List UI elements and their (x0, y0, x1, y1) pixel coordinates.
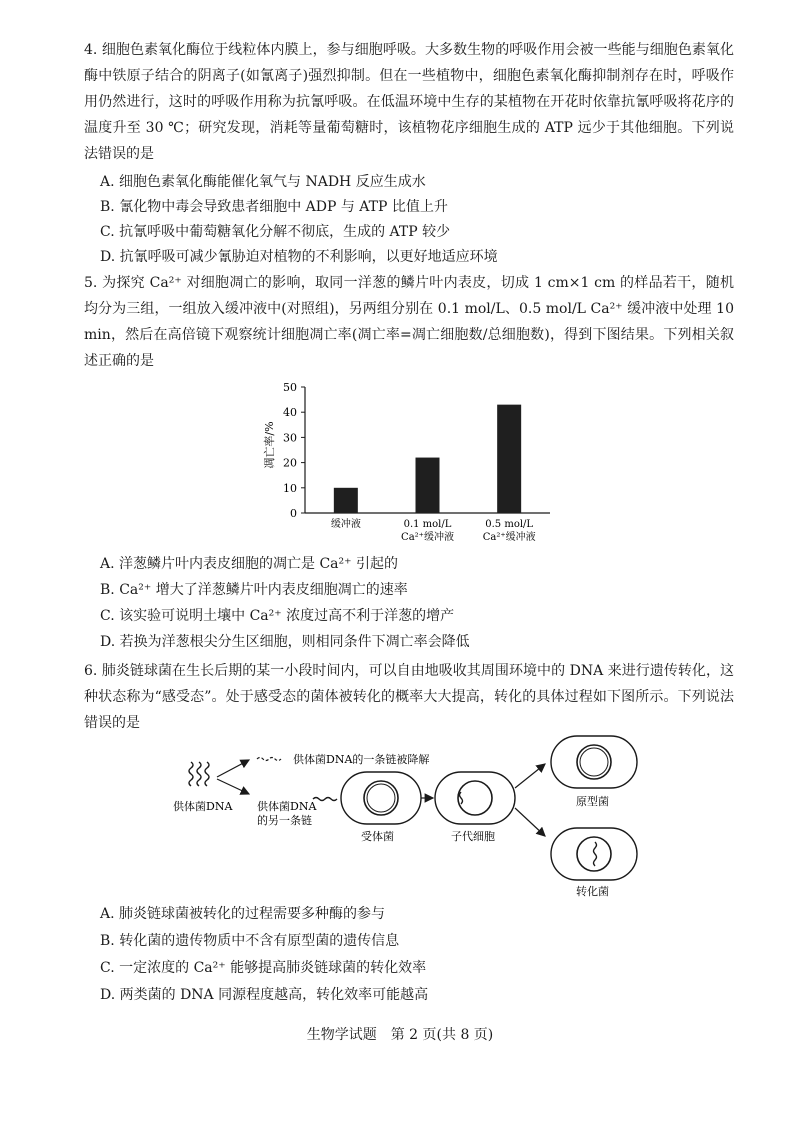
question-4-option-b: B. 氰化物中毒会导致患者细胞中 ADP 与 ATP 比值上升 (100, 199, 448, 215)
page-footer: 生物学试题 第 2 页(共 8 页) (306, 1027, 494, 1043)
x-category-label: 0.1 mol/L (403, 519, 452, 530)
recipient-bacterium (341, 772, 421, 824)
bar (416, 458, 440, 513)
arrow-to-single-strand (217, 779, 249, 794)
question-6-option-d: D. 两类菌的 DNA 同源程度越高，转化效率可能越高 (100, 987, 429, 1003)
question-5-option-a: A. 洋葱鳞片叶内表皮细胞的凋亡是 Ca²⁺ 引起的 (100, 556, 398, 572)
other-strand-label-2: 的另一条链 (257, 814, 312, 827)
question-5-stem: 5. 为探究 Ca²⁺ 对细胞凋亡的影响，取同一洋葱的鳞片叶内表皮，切成 1 cm×1 cm 的样品若干，随机均分为三组，一组放入缓冲液中(对照组)，另两组分别在 0.1 mol/L、0.5 mol/L Ca²⁺ 缓冲液中处理 10 min，然后在高倍镜下观察统计细胞凋亡率(凋亡率=凋亡细胞数/总细胞数)，得到下图结果。下列相关叙述正确的是 (84, 275, 734, 369)
bar (334, 488, 358, 513)
question-6-stem: 6. 肺炎链球菌在生长后期的某一小段时间内，可以自由地吸收其周围环境中的 DNA 来进行遗传转化，这种状态称为“感受态”。处于感受态的菌体被转化的概率大大提高，转化的具体过程如下图所示。下列说法错误的是 (84, 663, 734, 731)
y-tick-label: 40 (283, 406, 297, 420)
arrow-to-degraded (217, 760, 249, 777)
y-tick-label: 10 (283, 481, 297, 495)
transformed-bacterium (551, 828, 637, 880)
donor-dna-label: 供体菌DNA (173, 800, 233, 813)
degraded-strand-label: 供体菌DNA的一条链被降解 (293, 753, 430, 766)
y-tick-label: 20 (283, 456, 297, 470)
x-category-label: Ca²⁺缓冲液 (482, 532, 536, 543)
bar (497, 405, 521, 513)
question-4-option-c: C. 抗氰呼吸中葡萄糖氧化分解不彻底，生成的 ATP 较少 (100, 224, 451, 240)
arrow-to-transformed (515, 808, 545, 836)
question-4-option-d: D. 抗氰呼吸可减少氰胁迫对植物的不利影响，以更好地适应环境 (100, 249, 498, 265)
x-category-label: 0.5 mol/L (485, 519, 534, 530)
degraded-strand-icon (257, 758, 281, 761)
daughter-cell (435, 772, 515, 824)
y-tick-label: 30 (283, 431, 297, 445)
prototype-bacterium (551, 736, 637, 788)
donor-dna-icon (189, 762, 209, 786)
x-category-label: Ca²⁺缓冲液 (401, 532, 454, 543)
x-category-label: 缓冲液 (330, 519, 361, 530)
question-5-option-d: D. 若换为洋葱根尖分生区细胞，则相同条件下凋亡率会降低 (100, 634, 470, 650)
transformed-label: 转化菌 (576, 885, 609, 897)
question-5-option-c: C. 该实验可说明土壤中 Ca²⁺ 浓度过高不利于洋葱的增产 (100, 608, 455, 624)
question-4-stem: 4. 细胞色素氧化酶位于线粒体内膜上，参与细胞呼吸。大多数生物的呼吸作用会被一些能与细胞色素氧化酶中铁原子结合的阴离子(如氰离子)强烈抑制。但在一些植物中，细胞色素氧化酶抑制剂存在时，呼吸作用仍然进行，这时的呼吸作用称为抗氰呼吸。在低温环境中生存的某植物在开花时依靠抗氰呼吸将花序的温度升至 30 ℃；研究发现，消耗等量葡萄糖时，该植物花序细胞生成的 ATP 远少于其他细胞。下列说法错误的是 (84, 42, 734, 162)
arrow-to-prototype (515, 764, 545, 788)
question-4-option-a: A. 细胞色素氧化酶能催化氧气与 NADH 反应生成水 (100, 174, 426, 190)
single-strand-icon (313, 798, 337, 801)
question-6-option-c: C. 一定浓度的 Ca²⁺ 能够提高肺炎链球菌的转化效率 (100, 960, 427, 976)
y-tick-label: 0 (290, 507, 297, 520)
other-strand-label-1: 供体菌DNA (257, 800, 317, 813)
apoptosis-bar-chart (255, 375, 555, 550)
question-5-option-b: B. Ca²⁺ 增大了洋葱鳞片叶内表皮细胞凋亡的速率 (100, 582, 408, 598)
question-6-option-b: B. 转化菌的遗传物质中不含有原型菌的遗传信息 (100, 933, 400, 949)
y-axis-label: 凋亡率/% (263, 421, 276, 469)
daughter-label: 子代细胞 (451, 830, 495, 843)
transformation-diagram (165, 732, 645, 897)
prototype-label: 原型菌 (576, 795, 609, 808)
y-tick-label: 50 (283, 381, 297, 394)
question-6-option-a: A. 肺炎链球菌被转化的过程需要多种酶的参与 (100, 906, 386, 922)
recipient-label: 受体菌 (361, 830, 394, 843)
